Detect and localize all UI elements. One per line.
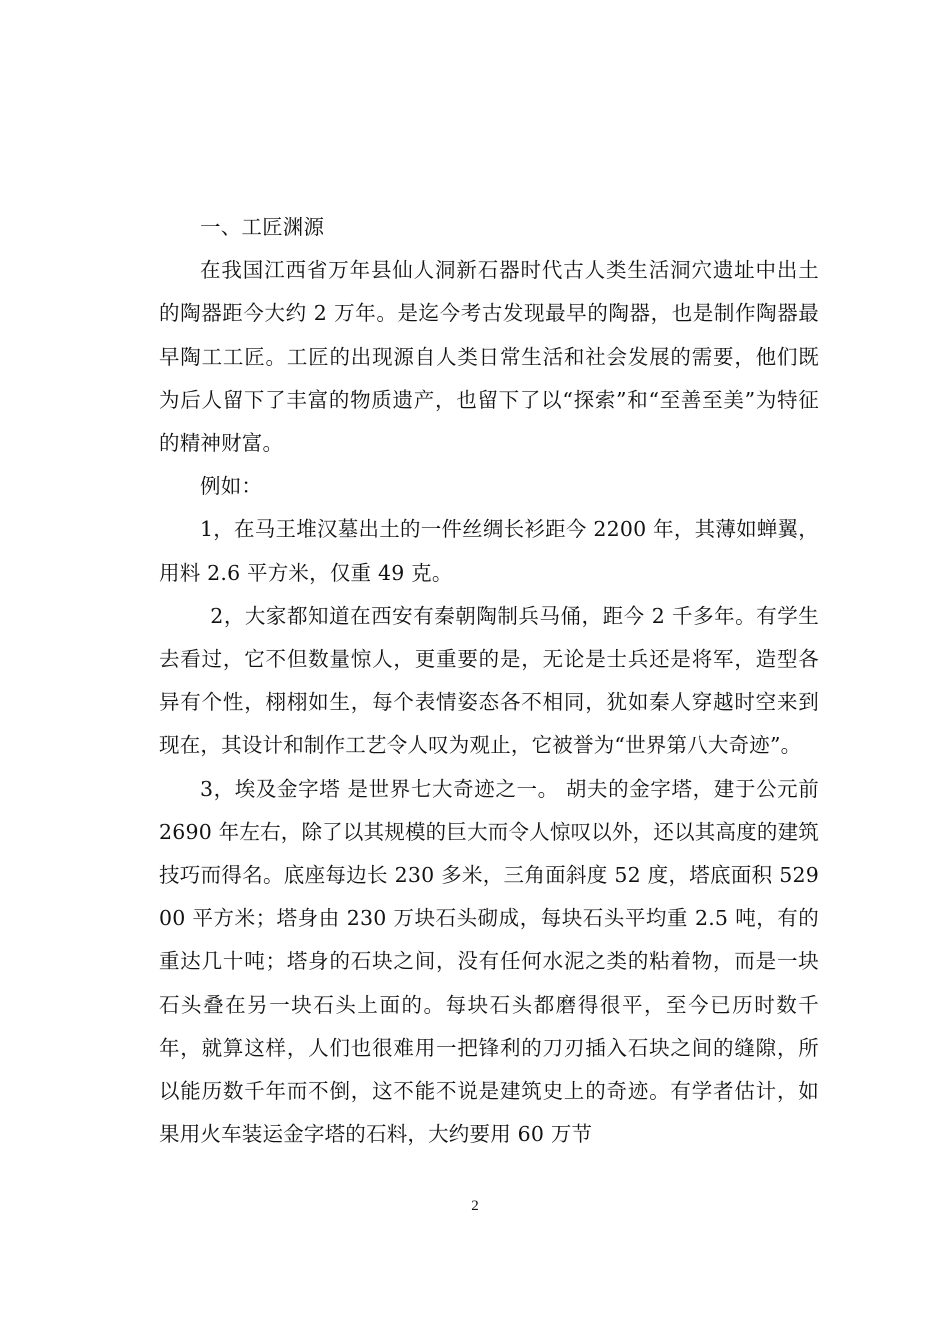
paragraph-example-2: 2，大家都知道在西安有秦朝陶制兵马俑，距今 2 千多年。有学生去看过，它不但数量惊人，更重要的是，无论是士兵还是将军，造型各异有个性，栩栩如生，每个表情姿态各不相同，犹如秦人穿越时空来到现在，其设计和制作工艺令人叹为观止，它被誉为“世界第八大奇迹”。: [159, 603, 819, 758]
paragraph-origin: 在我国江西省万年县仙人洞新石器时代古人类生活洞穴遗址中出土的陶器距今大约 2 万年。是迄今考古发现最早的陶器，也是制作陶器最早陶工工匠。工匠的出现源自人类日常生活和社会发展的需要，他们既为后人留下了丰富的物质遗产，也留下了以“探索”和“至善至美”为特征的精神财富。: [159, 258, 819, 456]
page-number: 2: [471, 1198, 479, 1214]
paragraph-examples-intro: 例如：: [200, 474, 263, 499]
paragraph-example-3: 3，埃及金字塔 是世界七大奇迹之一。 胡夫的金字塔，建于公元前 2690 年左右，除了以其规模的巨大而令人惊叹以外，还以其高度的建筑技巧而得名。底座每边长 230 多米，三角面斜度 52 度，塔底面积 52900 平方米；塔身由 230 万块石头砌成，每块石头平均重 2.5 吨，有的重达几十吨；塔身的石块之间，没有任何水泥之类的粘着物，而是一块石头叠在另一块石头上面的。每块石头都磨得很平，至今已历时数千年，就算这样，人们也很难用一把锋利的刀刃插入石块之间的缝隙，所以能历数千年而不倒，这不能不说是建筑史上的奇迹。有学者估计，如果用火车装运金字塔的石料，大约要用 60 万节: [159, 776, 819, 1147]
document-body: [159, 206, 819, 1156]
paragraph-example-1: 1，在马王堆汉墓出土的一件丝绸长衫距今 2200 年，其薄如蝉翼，用料 2.6 平方米，仅重 49 克。: [159, 517, 819, 585]
section-heading: 一、工匠渊源: [200, 215, 325, 239]
